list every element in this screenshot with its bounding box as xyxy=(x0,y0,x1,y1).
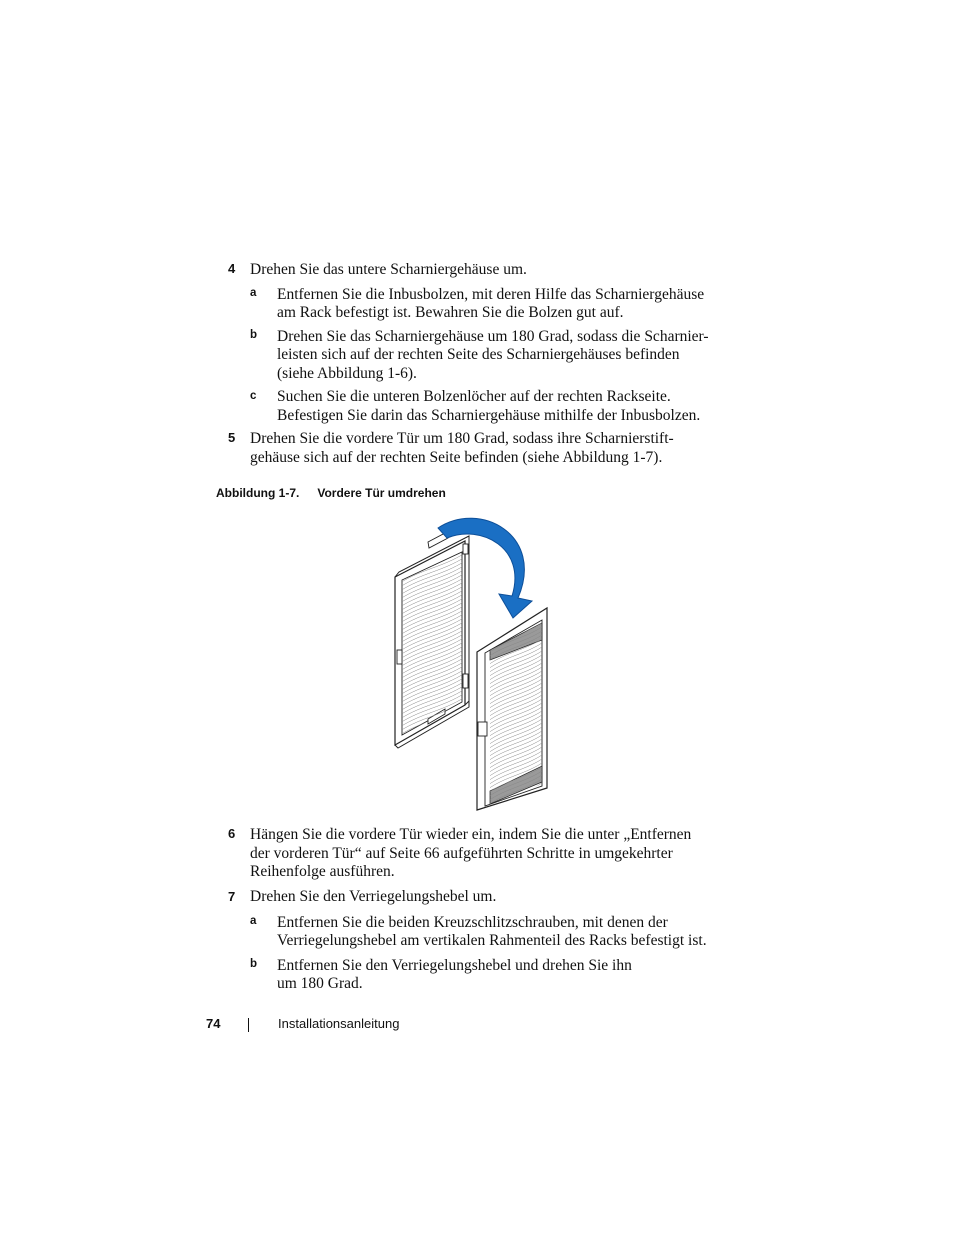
step-5-line-2: gehäuse sich auf der rechten Seite befinden (siehe Abbildung 1-7). xyxy=(250,449,663,466)
substep-4b-line-3: (siehe Abbildung 1-6). xyxy=(277,365,417,382)
footer-doc-title: Installationsanleitung xyxy=(278,1016,400,1031)
substep-label-7a: a xyxy=(250,915,257,927)
footer-divider xyxy=(248,1018,249,1032)
substep-4b-line-1: Drehen Sie das Scharniergehäuse um 180 Grad, sodass die Scharnier- xyxy=(277,328,709,345)
step-7-text: Drehen Sie den Verriegelungshebel um. xyxy=(250,888,497,905)
substep-4b-line-2: leisten sich auf der rechten Seite des Scharniergehäuses befinden xyxy=(277,346,680,363)
substep-label-4b: b xyxy=(250,329,258,341)
step-5-line-1: Drehen Sie die vordere Tür um 180 Grad, sodass ihre Scharnierstift- xyxy=(250,430,674,447)
figure-caption xyxy=(216,486,446,500)
step-number-6: 6 xyxy=(228,826,236,841)
substep-label-4c: c xyxy=(250,390,257,402)
substep-4c-line-2: Befestigen Sie darin das Scharniergehäuse mithilfe der Inbusbolzen. xyxy=(277,407,701,424)
step-6-line-2: der vorderen Tür“ auf Seite 66 aufgeführten Schritte in umgekehrter xyxy=(250,845,673,862)
substep-4a-line-2: am Rack befestigt ist. Bewahren Sie die Bolzen gut auf. xyxy=(277,304,624,321)
door-front-view xyxy=(477,608,547,810)
substep-4a-line-1: Entfernen Sie die Inbusbolzen, mit deren Hilfe das Scharniergehäuse xyxy=(277,286,705,303)
step-4-text: Drehen Sie das untere Scharniergehäuse um. xyxy=(250,261,527,278)
substep-label-7b: b xyxy=(250,958,258,970)
substep-7b-line-1: Entfernen Sie den Verriegelungshebel und drehen Sie ihn xyxy=(277,957,632,974)
step-6-line-3: Reihenfolge ausführen. xyxy=(250,863,395,880)
substep-4c-line-1: Suchen Sie die unteren Bolzenlöcher auf der rechten Rackseite. xyxy=(277,388,671,405)
step-number-7: 7 xyxy=(228,889,236,904)
step-number-4: 4 xyxy=(228,261,236,276)
figure-title: Vordere Tür umdrehen xyxy=(317,486,446,500)
substep-7a-line-2: Verriegelungshebel am vertikalen Rahmenteil des Racks befestigt ist. xyxy=(277,932,707,949)
door-back-view xyxy=(395,532,469,748)
page-number: 74 xyxy=(206,1016,221,1031)
door-flip-illustration xyxy=(385,510,560,815)
step-number-5: 5 xyxy=(228,430,236,445)
substep-7a-line-1: Entfernen Sie die beiden Kreuzschlitzschrauben, mit denen der xyxy=(277,914,668,931)
step-6-line-1: Hängen Sie die vordere Tür wieder ein, indem Sie die unter „Entfernen xyxy=(250,826,692,843)
figure-label: Abbildung 1-7. xyxy=(216,486,300,500)
substep-label-4a: a xyxy=(250,287,257,299)
substep-7b-line-2: um 180 Grad. xyxy=(277,975,363,992)
